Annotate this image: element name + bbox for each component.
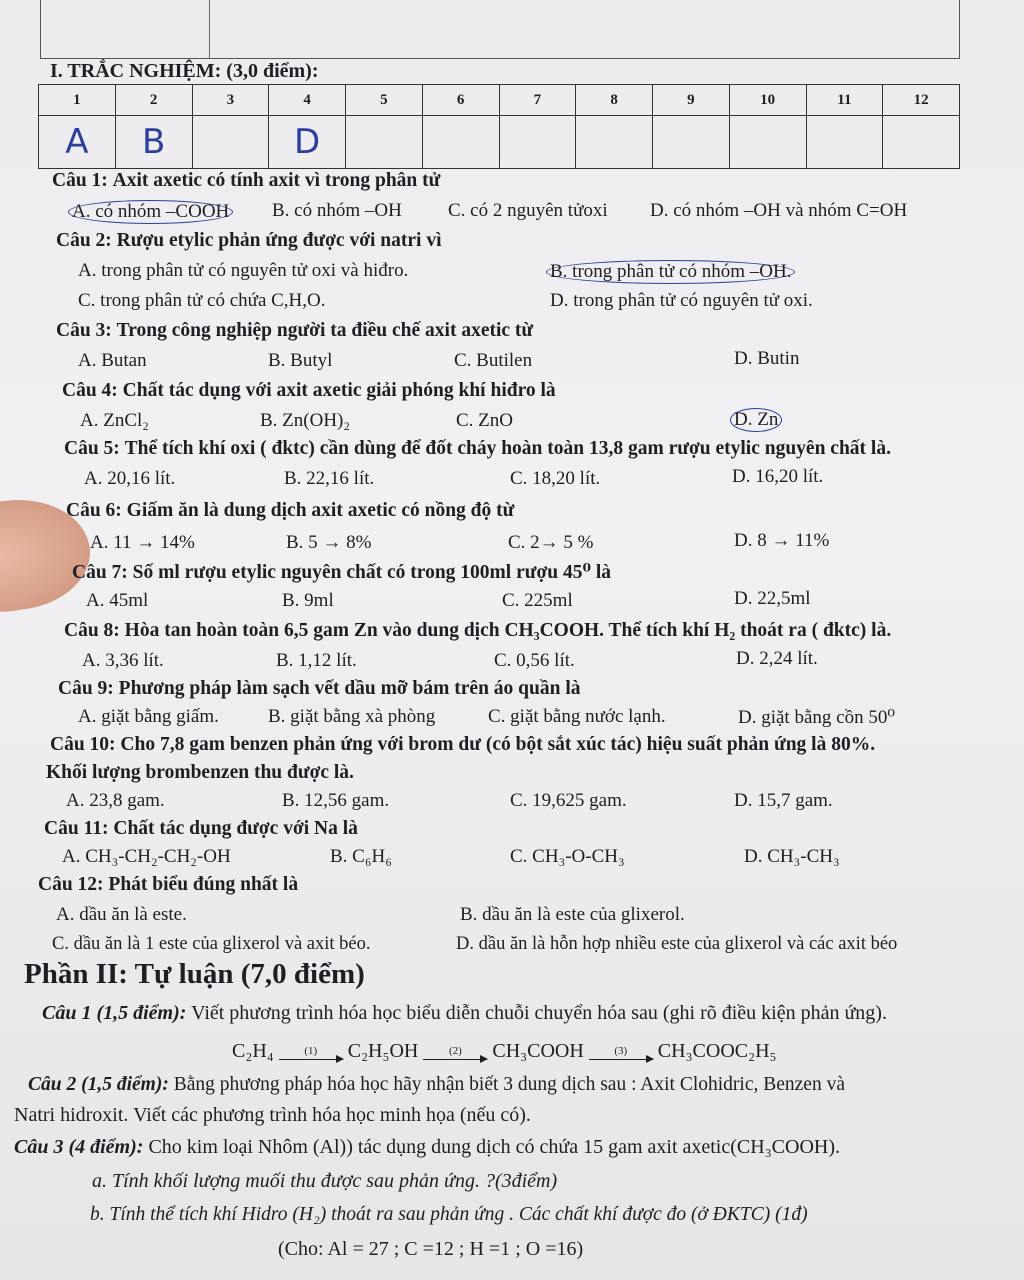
- q9-option-b: B. giặt bằng xà phòng: [268, 706, 436, 727]
- question-4: Câu 4: Chất tác dụng với axit axetic giải phóng khí hiđro là: [62, 380, 556, 401]
- q8-option-c: C. 0,56 lít.: [494, 650, 575, 671]
- q4-option-d: D. Zn: [734, 408, 782, 432]
- q9-option-c: C. giặt bằng nước lạnh.: [488, 706, 666, 727]
- answer-number-cell: 12: [883, 85, 960, 116]
- question-2: Câu 2: Rượu etylic phản ứng được với natri vì: [56, 230, 442, 251]
- q5-option-b: B. 22,16 lít.: [284, 468, 375, 489]
- chain-compound-2: C₂H₅OH: [347, 1040, 419, 1062]
- question-10-line2: Khối lượng brombenzen thu được là.: [46, 762, 354, 783]
- reaction-chain: [232, 1040, 777, 1063]
- q1-option-b: B. có nhóm –OH: [272, 200, 402, 221]
- answer-number-cell: 6: [422, 85, 499, 116]
- q12-option-d: D. dầu ăn là hỗn hợp nhiều este của glixerol và các axit béo: [456, 934, 898, 954]
- chain-compound-1: C₂H₄: [232, 1040, 274, 1062]
- q2-option-d: D. trong phân tử có nguyên tử oxi.: [550, 290, 813, 311]
- q3-option-b: B. Butyl: [268, 350, 333, 371]
- q7-option-b: B. 9ml: [282, 590, 334, 611]
- q10-option-c: C. 19,625 gam.: [510, 790, 627, 811]
- answer-mark-cell: [422, 116, 499, 169]
- question-5: Câu 5: Thể tích khí oxi ( đktc) cần dùng để đốt cháy hoàn toàn 13,8 gam rượu etylic nguyên chất là.: [64, 438, 891, 459]
- question-6: Câu 6: Giấm ăn là dung dịch axit axetic có nồng độ từ: [66, 500, 515, 521]
- q4-option-b: B. Zn(OH)₂: [260, 410, 350, 431]
- q3-option-d: D. Butin: [734, 348, 800, 369]
- essay-question-2: Câu 2 (1,5 điểm): Bằng phương pháp hóa học hãy nhận biết 3 dung dịch sau : Axit Clohidric, Benzen và: [28, 1074, 845, 1095]
- q10-option-d: D. 15,7 gam.: [734, 790, 833, 811]
- q9-option-d: D. giặt bằng cồn 50⁰: [738, 707, 895, 728]
- part2-title: Phần II: Tự luận (7,0 điểm): [24, 958, 365, 990]
- question-1: Câu 1: Axit axetic có tính axit vì trong phân tử: [52, 170, 441, 191]
- given-atomic-masses: (Cho: Al = 27 ; C =12 ; H =1 ; O =16): [278, 1238, 584, 1260]
- answer-number-cell: 11: [806, 85, 883, 116]
- q6-option-c: C. 2→ 5 %: [508, 532, 594, 553]
- q11-option-b: B. C₆H₆: [330, 846, 392, 867]
- q1-option-a: A. có nhóm –COOH: [72, 200, 233, 224]
- essay-question-3: Câu 3 (4 điểm): Cho kim loại Nhôm (Al)) tác dụng dung dịch có chứa 15 gam axit axetic(CH₃COOH).: [14, 1136, 840, 1158]
- answer-number-cell: 4: [269, 85, 346, 116]
- chain-arrow-3: (3): [589, 1045, 653, 1060]
- answer-mark-cell: [729, 116, 806, 169]
- q6-option-d: D. 8 → 11%: [734, 530, 830, 551]
- q11-option-c: C. CH₃-O-CH₃: [510, 846, 625, 867]
- q3-option-c: C. Butilen: [454, 350, 533, 371]
- q1-option-c: C. có 2 nguyên tửoxi: [448, 200, 608, 221]
- chain-compound-3: CH₃COOH: [492, 1040, 584, 1062]
- answer-mark-cell: [192, 116, 269, 169]
- q4-option-c: C. ZnO: [456, 410, 513, 431]
- answer-mark-row: [39, 116, 960, 169]
- q5-option-c: C. 18,20 lít.: [510, 468, 601, 489]
- chain-arrow-2: (2): [423, 1045, 487, 1060]
- answer-number-cell: 2: [115, 85, 192, 116]
- q9-option-a: A. giặt bằng giấm.: [78, 706, 219, 727]
- question-12: Câu 12: Phát biểu đúng nhất là: [38, 874, 299, 895]
- answer-mark-cell: [883, 116, 960, 169]
- answer-mark-cell: D: [269, 116, 346, 169]
- q8-option-a: A. 3,36 lít.: [82, 650, 164, 671]
- answer-mark-cell: [346, 116, 423, 169]
- q4-option-a: A. ZnCl₂: [80, 410, 149, 431]
- answer-table: [38, 84, 960, 169]
- answer-mark-cell: B: [115, 116, 192, 169]
- chain-compound-4: CH₃COOC₂H₅: [657, 1040, 777, 1062]
- q7-option-c: C. 225ml: [502, 590, 573, 611]
- q12-option-b: B. dầu ăn là este của glixerol.: [460, 904, 685, 925]
- answer-mark-cell: [806, 116, 883, 169]
- header-box: [40, 0, 960, 59]
- q10-option-a: A. 23,8 gam.: [66, 790, 165, 811]
- essay-question-2-line2: Natri hidroxit. Viết các phương trình hóa học minh họa (nếu có).: [14, 1104, 531, 1126]
- q2-option-b: B. trong phân tử có nhóm –OH.: [550, 260, 795, 284]
- answer-number-cell: 7: [499, 85, 576, 116]
- q12-option-c: C. dầu ăn là 1 este của glixerol và axit béo.: [52, 934, 371, 954]
- question-3: Câu 3: Trong công nghiệp người ta điều chế axit axetic từ: [56, 320, 534, 341]
- answer-number-cell: 8: [576, 85, 653, 116]
- q2-option-c: C. trong phân tử có chứa C,H,O.: [78, 290, 326, 311]
- answer-mark-cell: A: [39, 116, 116, 169]
- answer-mark-cell: [653, 116, 730, 169]
- q6-option-a: A. 11 → 14%: [90, 532, 195, 553]
- answer-number-cell: 5: [346, 85, 423, 116]
- question-10: Câu 10: Cho 7,8 gam benzen phản ứng với brom dư (có bột sắt xúc tác) hiệu suất phản ứng là 80%.: [50, 734, 876, 755]
- answer-mark-cell: [576, 116, 653, 169]
- q7-option-a: A. 45ml: [86, 590, 149, 611]
- q2-option-a: A. trong phân tử có nguyên tử oxi và hiđro.: [78, 260, 409, 281]
- q6-option-b: B. 5 → 8%: [286, 532, 372, 553]
- section-title: I. TRẮC NGHIỆM: (3,0 điểm):: [50, 60, 319, 82]
- q10-option-b: B. 12,56 gam.: [282, 790, 390, 811]
- question-8: Câu 8: Hòa tan hoàn toàn 6,5 gam Zn vào dung dịch CH₃COOH. Thể tích khí H₂ thoát ra ( đktc) là.: [64, 620, 892, 641]
- essay-question-1: Câu 1 (1,5 điểm): Viết phương trình hóa học biểu diễn chuỗi chuyển hóa sau (ghi rõ điều kiện phản ứng).: [42, 1002, 887, 1024]
- q5-option-a: A. 20,16 lít.: [84, 468, 176, 489]
- header-divider: [209, 0, 210, 58]
- q12-option-a: A. dầu ăn là este.: [56, 904, 187, 925]
- answer-number-cell: 3: [192, 85, 269, 116]
- answer-mark-cell: [499, 116, 576, 169]
- essay-question-3b: b. Tính thể tích khí Hidro (H₂) thoát ra sau phản ứng . Các chất khí được đo (ở ĐKTC) (1đ): [90, 1204, 808, 1225]
- q3-option-a: A. Butan: [78, 350, 147, 371]
- answer-number-cell: 10: [729, 85, 806, 116]
- q1-option-d: D. có nhóm –OH và nhóm C=OH: [650, 200, 908, 221]
- q8-option-d: D. 2,24 lít.: [736, 648, 818, 669]
- question-9: Câu 9: Phương pháp làm sạch vết dầu mỡ bám trên áo quần là: [58, 678, 581, 699]
- answer-number-cell: 9: [653, 85, 730, 116]
- q8-option-b: B. 1,12 lít.: [276, 650, 357, 671]
- essay-question-3a: a. Tính khối lượng muối thu được sau phản ứng. ?(3điểm): [92, 1170, 558, 1192]
- q7-option-d: D. 22,5ml: [734, 588, 811, 609]
- question-11: Câu 11: Chất tác dụng được với Na là: [44, 818, 358, 839]
- question-7: Câu 7: Số ml rượu etylic nguyên chất có trong 100ml rượu 45⁰ là: [72, 562, 612, 583]
- q11-option-a: A. CH₃-CH₂-CH₂-OH: [62, 846, 231, 867]
- q5-option-d: D. 16,20 lít.: [732, 466, 824, 487]
- answer-number-cell: 1: [39, 85, 116, 116]
- answer-number-row: [39, 85, 960, 116]
- chain-arrow-1: (1): [279, 1045, 343, 1060]
- q11-option-d: D. CH₃-CH₃: [744, 846, 840, 867]
